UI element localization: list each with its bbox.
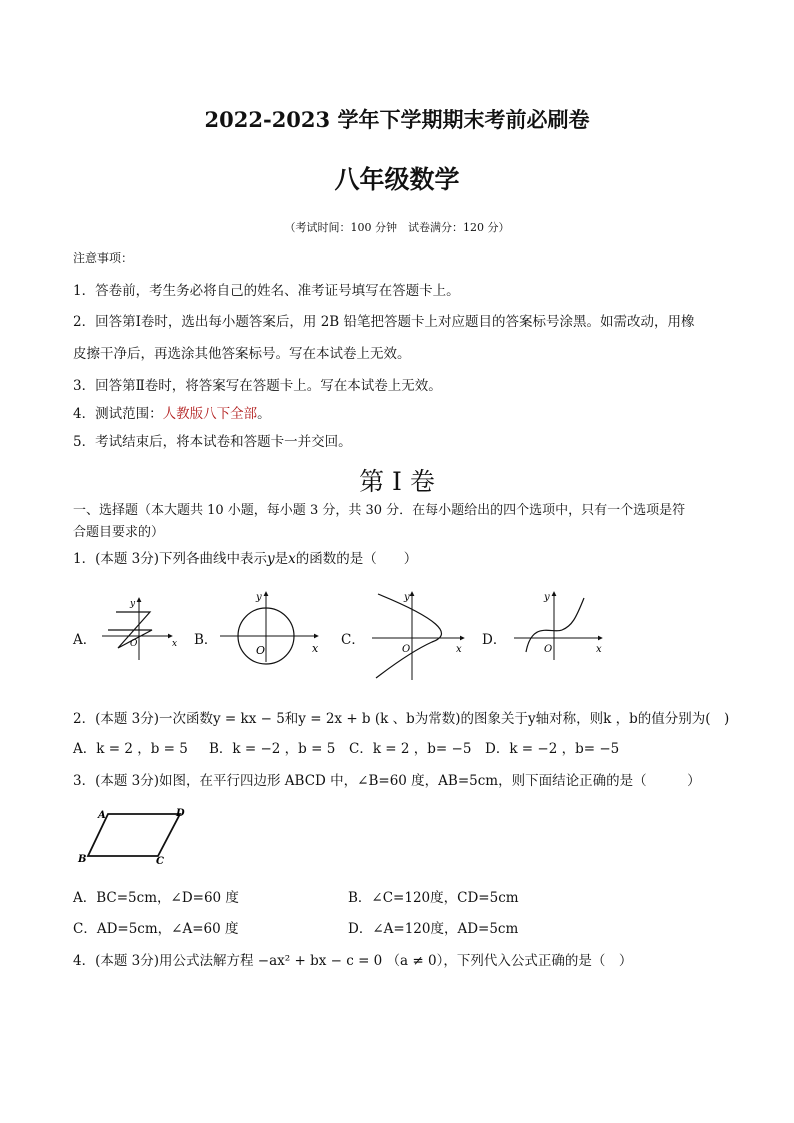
q3-option-a: A．BC=5cm，∠D=60 度 [73,890,239,906]
note-5: 5．考试结束后，将本试卷和答题卡一并交回。 [73,434,352,450]
q1-graph-c-x: x [456,644,462,655]
note-4-suffix: 。 [257,406,271,422]
note-4-scope: 人教版八下全部 [162,406,258,422]
q1-graph-b [218,590,324,662]
exam-info: （考试时间：100 分钟 试卷满分：120 分） [284,221,510,234]
q1-graph-a-x: x [172,639,178,649]
q3-vertex-b: B [78,854,87,865]
note-2-line1: 2．回答第Ⅰ卷时，选出每小题答案后，用 2B 铅笔把答题卡上对应题目的答案标号涂黑。如需改动，用橡 [73,314,695,330]
note-3: 3．回答第Ⅱ卷时，将答案写在答题卡上。写在本试卷上无效。 [73,378,442,394]
q1-graph-c [370,590,470,680]
q1-graph-c-y: y [404,592,410,603]
note-2-line2: 皮擦干净后，再选涂其他答案标号。写在本试卷上无效。 [73,346,411,362]
q1-option-c-label: C． [341,632,365,648]
q2-option-a: A．k = 2 ，b = 5 [73,741,188,757]
q3-stem: 3．(本题 3分)如图，在平行四边形 ABCD 中，∠B=60 度，AB=5cm，则下面结论正确的是（ ） [73,773,701,789]
q1-graph-b-origin: O [256,644,266,657]
q1-graph-d [512,590,608,660]
q1-graph-b-x: x [312,642,319,655]
note-4-prefix: 4．测试范围： [73,406,163,422]
exam-title: 2022-2023 学年下学期期末考前必刷卷 [204,107,590,132]
q1-graph-a-origin: O [130,639,138,649]
q1-option-d-label: D． [482,632,507,648]
q1-option-b-label: B． [194,632,218,648]
section-title: 第 I 卷 [359,467,435,496]
q3-option-d: D．∠A=120度，AD=5cm [348,921,519,937]
q1-graph-b-y: y [256,592,262,603]
exam-subtitle: 八年级数学 [334,165,460,194]
q1-graph-a-y: y [130,599,136,609]
q4-stem: 4．(本题 3分)用公式法解方程 −ax² + bx − c = 0 （a ≠ 0），下列代入公式正确的是（ ） [73,953,633,969]
notes-heading: 注意事项： [73,251,134,265]
q3-vertex-a: A [98,810,106,821]
q1-graph-a [100,596,180,660]
section-intro-line2: 合题目要求的） [73,525,165,540]
q1-graph-d-origin: O [544,644,553,655]
section-intro-line1: 一、选择题（本大题共 10 小题，每小题 3 分，共 30 分．在每小题给出的四个选项中，只有一个选项是符 [73,503,686,518]
q1-option-a-label: A． [73,632,97,648]
q3-vertex-c: C [156,856,164,867]
q3-vertex-d: D [176,808,185,819]
q1-graph-d-y: y [544,592,550,603]
q1-graph-c-origin: O [402,644,411,655]
q2-option-b: B．k = −2 ，b = 5 [209,741,336,757]
q2-option-d: D．k = −2 ，b= −5 [485,741,620,757]
note-4 [73,402,271,422]
q2-stem: 2．(本题 3分)一次函数y = kx − 5和y = 2x + b (k 、b为常数)的图象关于y轴对称，则k ，b的值分别为( ) [73,711,730,727]
q1-stem: 1．(本题 3分)下列各曲线中表示y是x的函数的是（ ） [73,551,418,567]
q2-option-c: C．k = 2 ，b= −5 [349,741,472,757]
q3-option-c: C．AD=5cm，∠A=60 度 [73,921,239,937]
q3-option-b: B．∠C=120度，CD=5cm [348,890,519,906]
q1-graph-d-x: x [596,644,602,655]
note-1: 1．答卷前，考生务必将自己的姓名、准考证号填写在答题卡上。 [73,283,460,299]
q3-parallelogram-figure [76,804,196,868]
